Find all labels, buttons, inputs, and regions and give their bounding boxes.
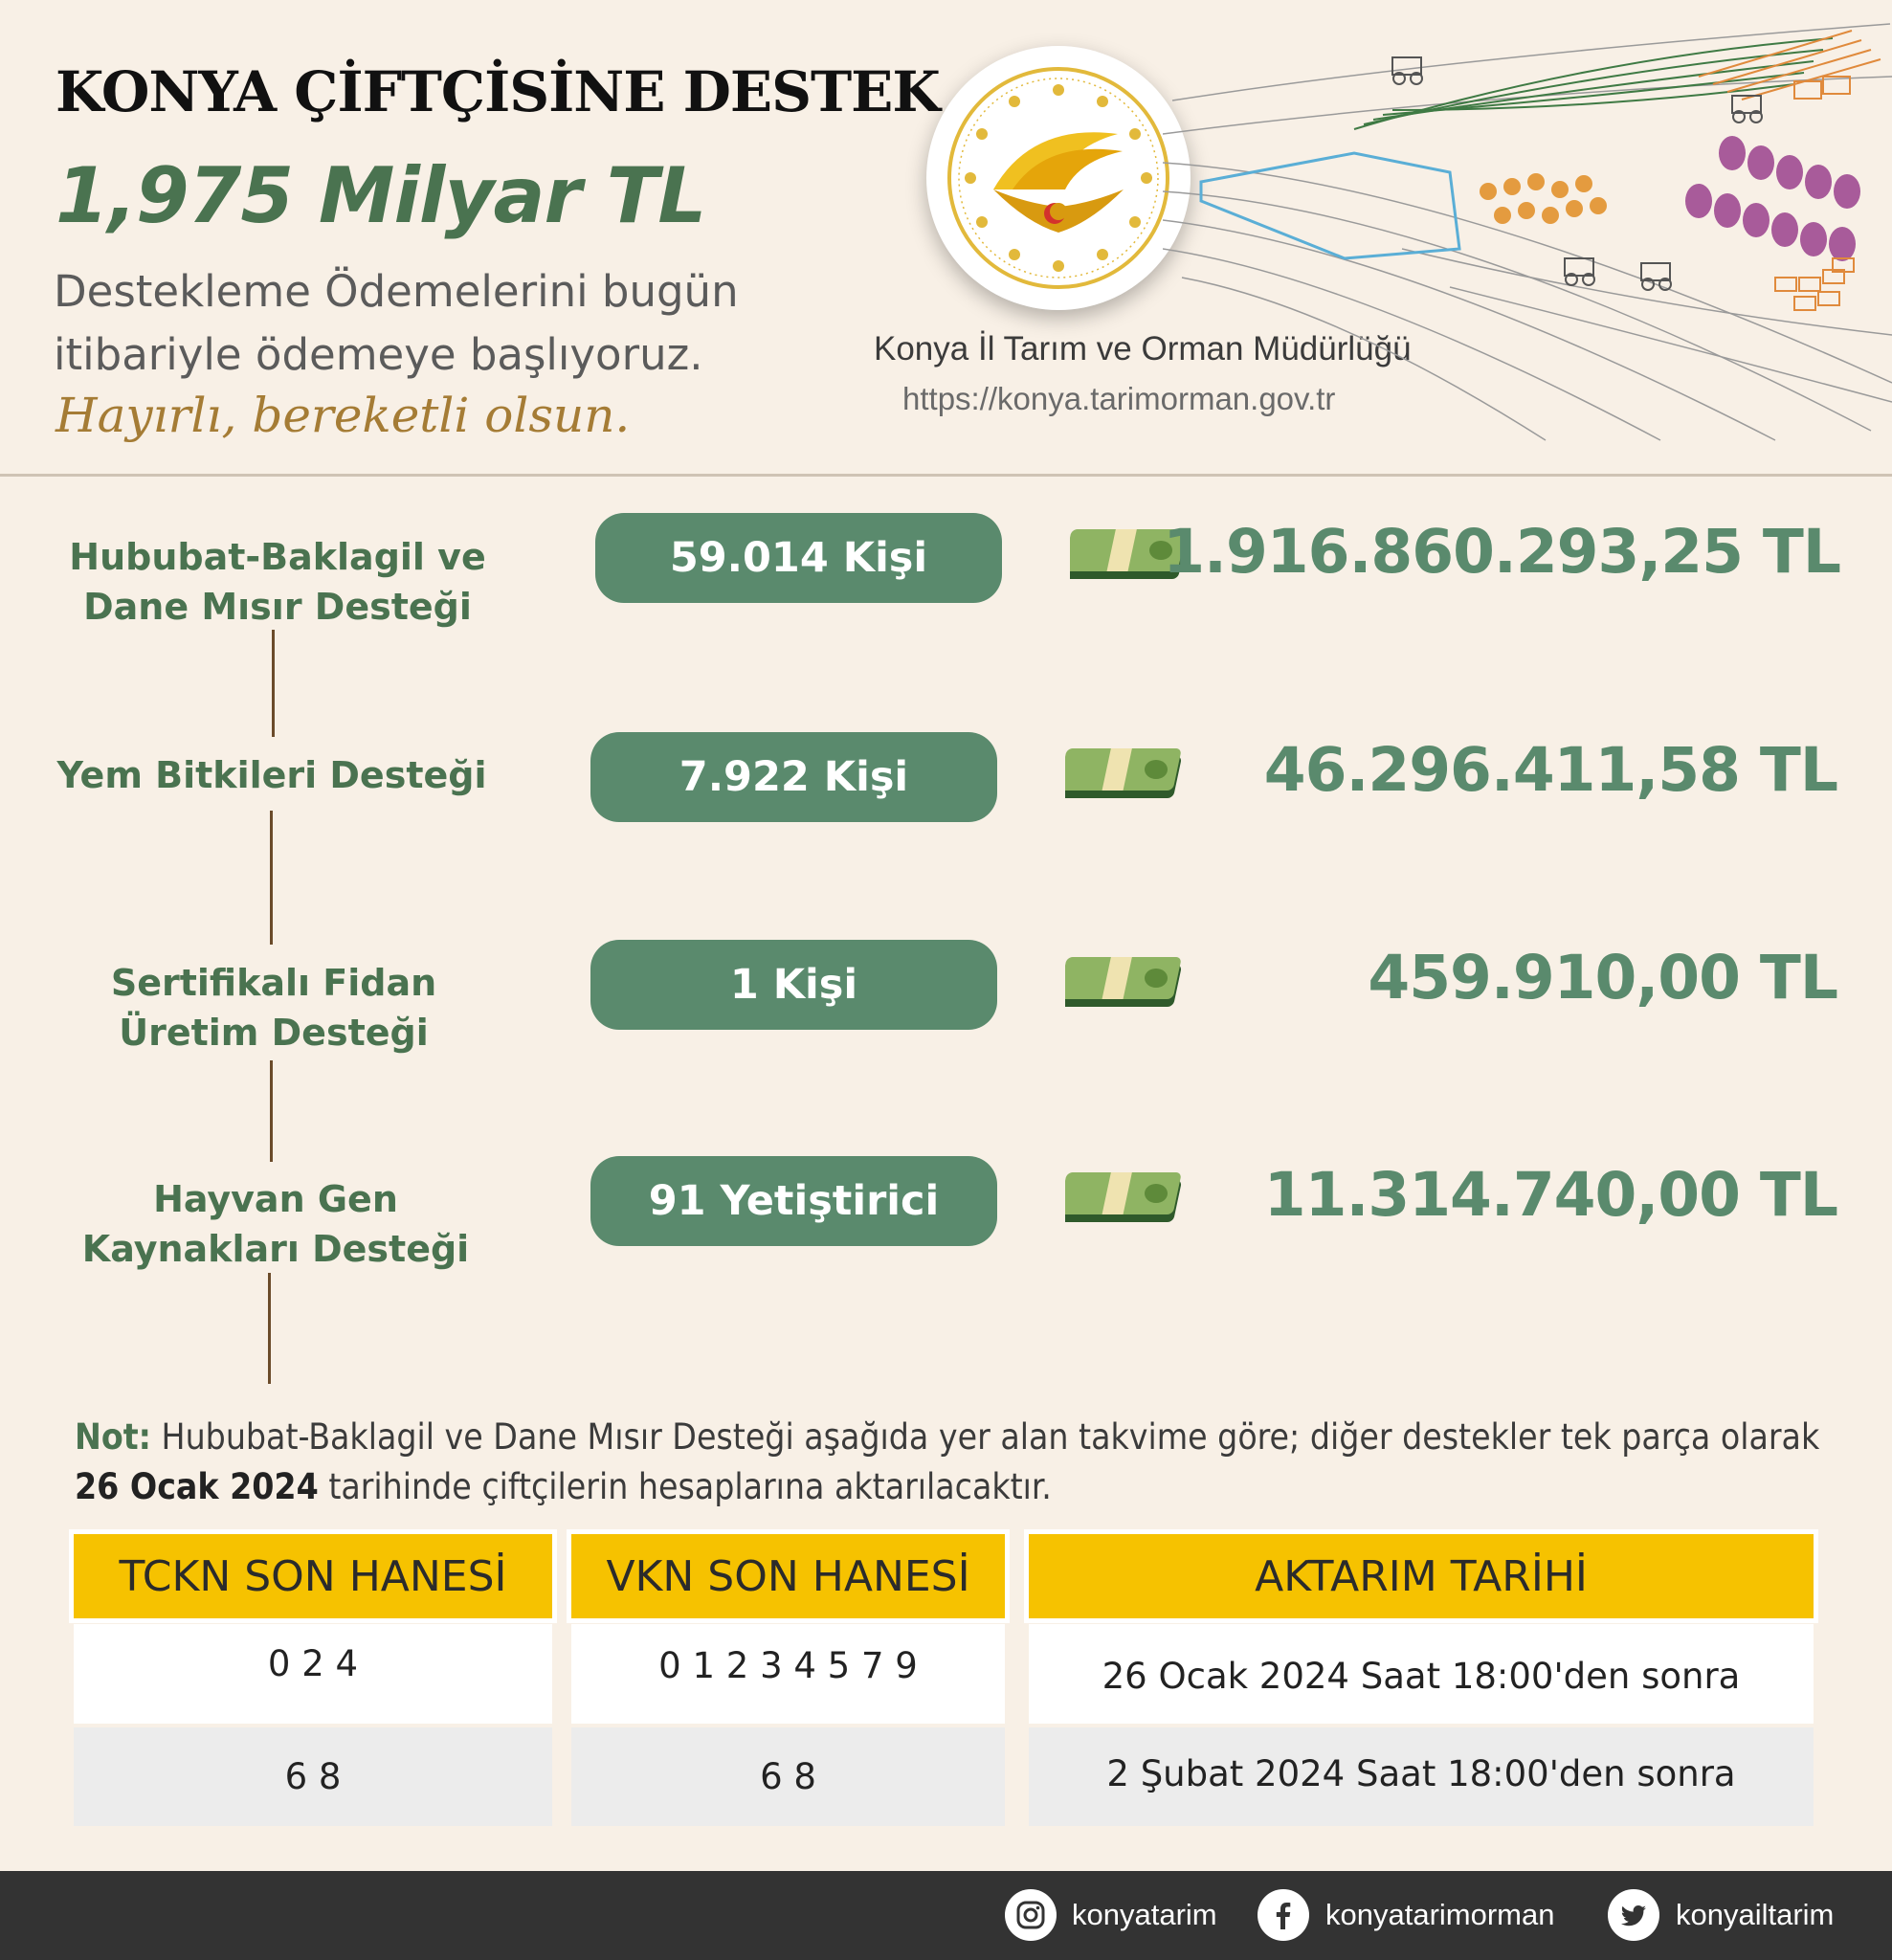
table-header-tckn: TCKN SON HANESİ [74, 1534, 552, 1618]
support-count-yem-bitkileri: 7.922 Kişi [590, 732, 997, 822]
note-text-2: tarihinde çiftçilerin hesaplarına aktarılacaktır. [318, 1466, 1052, 1507]
table-header-aktarim: AKTARIM TARİHİ [1029, 1534, 1814, 1618]
timeline-connector [272, 630, 275, 737]
support-count-sertifikali-fidan: 1 Kişi [590, 940, 997, 1030]
table-cell-tckn-row2: 6 8 [74, 1727, 552, 1826]
blessing-text: Hayırlı, bereketli olsun. [56, 388, 631, 443]
ministry-emblem [926, 46, 1191, 310]
facebook-icon[interactable] [1258, 1889, 1309, 1941]
table-cell-date-row2: 2 Şubat 2024 Saat 18:00'den sonra [1029, 1727, 1814, 1826]
organization-name: Konya İl Tarım ve Orman Müdürlüğü [874, 330, 1412, 368]
timeline-connector [270, 1060, 273, 1162]
table-cell-date-row1: 26 Ocak 2024 Saat 18:00'den sonra [1029, 1624, 1814, 1724]
timeline-connector [270, 811, 273, 945]
support-label-hububat: Hububat-Baklagil ve Dane Mısır Desteği [69, 536, 486, 628]
twitter-handle[interactable]: konyailtarim [1676, 1898, 1835, 1931]
payment-note [75, 1413, 1836, 1512]
support-count-hayvan-gen: 91 Yetiştirici [590, 1156, 997, 1246]
support-label-yem-bitkileri: Yem Bitkileri Desteği [56, 754, 487, 796]
timeline-connector [268, 1273, 271, 1384]
support-label-sertifikali-fidan: Sertifikalı Fidan Üretim Desteği [110, 962, 437, 1054]
subtitle-line-2: itibariyle ödemeye başlıyoruz. [54, 329, 703, 380]
footer-bar [0, 1871, 1892, 1960]
support-amount-sertifikali-fidan: 459.910,00 TL [1368, 943, 1837, 1013]
note-text-1: Hububat-Baklagil ve Dane Mısır Desteği aşağıda yer alan takvime göre; diğer destekler tek parça olarak [150, 1416, 1820, 1458]
facebook-handle[interactable]: konyatarimorman [1325, 1898, 1555, 1931]
subtitle-line-1: Destekleme Ödemelerini bugün [54, 266, 739, 317]
support-amount-hububat: 1.916.860.293,25 TL [1163, 517, 1840, 587]
instagram-handle[interactable]: konyatarim [1072, 1898, 1217, 1931]
support-amount-hayvan-gen: 11.314.740,00 TL [1263, 1160, 1837, 1230]
note-date: 26 Ocak 2024 [75, 1466, 319, 1507]
table-cell-vkn-row1: 0 1 2 3 4 5 7 9 [571, 1624, 1005, 1724]
table-cell-vkn-row2: 6 8 [571, 1727, 1005, 1826]
support-count-hububat: 59.014 Kişi [595, 513, 1002, 603]
support-label-hayvan-gen: Hayvan Gen Kaynakları Desteği [81, 1178, 470, 1270]
organization-url[interactable]: https://konya.tarimorman.gov.tr [902, 381, 1336, 416]
farm-landscape-illustration [1163, 19, 1892, 445]
support-amount-yem-bitkileri: 46.296.411,58 TL [1263, 735, 1837, 805]
subtitle [54, 260, 781, 387]
instagram-icon[interactable] [1005, 1889, 1057, 1941]
table-cell-tckn-row1: 0 2 4 [74, 1624, 552, 1724]
note-label: Not: [75, 1416, 151, 1458]
header-divider [0, 474, 1892, 477]
table-header-vkn: VKN SON HANESİ [571, 1534, 1005, 1618]
twitter-icon[interactable] [1608, 1889, 1659, 1941]
total-amount: 1,975 Milyar TL [56, 151, 706, 240]
page-title: KONYA ÇİFTÇİSİNE DESTEK [56, 59, 940, 124]
